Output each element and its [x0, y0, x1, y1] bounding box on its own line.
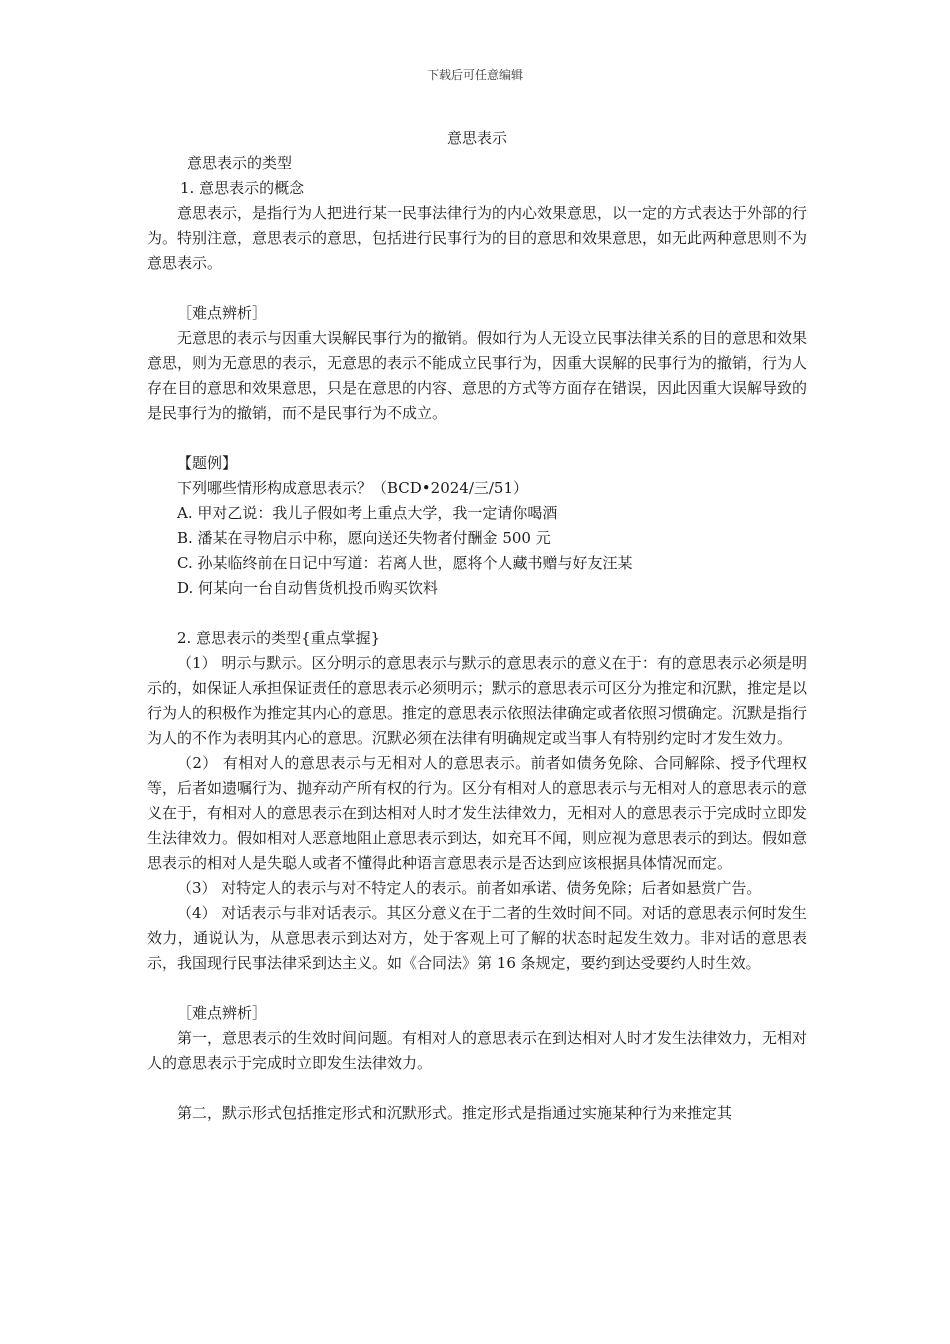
example-option: A. 甲对乙说：我儿子假如考上重点大学，我一定请你喝酒: [177, 504, 558, 522]
type-paragraph: （2） 有相对人的意思表示与无相对人的意思表示。前者如债务免除、合同解除、授予代理权等，后者如遗嘱行为、抛弃动产所有权的行为。区分有相对人的意思表示与无相对人的意思表示的意义在于，有相对人的意思表示在到达相对人时才发生法律效力，无相对人的意思表示于完成时立即发生法律效力。假如相对人恶意地阻止意思表示到达，如充耳不闻，则应视为意思表示的到达。假如意思表示的相对人是失聪人或者不懂得此种语言意思表示是否达到应该根据具体情况而定。: [147, 754, 808, 872]
example-label: 【题例】: [177, 454, 238, 472]
header-note: 下载后可任意编辑: [426, 68, 523, 82]
example-question: 下列哪些情形构成意思表示？（BCD•2024/三/51）: [177, 479, 529, 497]
type-paragraph: （3） 对特定人的表示与对不特定人的表示。前者如承诺、债务免除；后者如悬赏广告。: [177, 879, 762, 897]
sub2-heading: 2. 意思表示的类型{重点掌握}: [177, 629, 381, 647]
document-body: [147, 126, 807, 1126]
spacer: [147, 426, 807, 451]
difficulty-label: ［难点辨析］: [177, 304, 268, 322]
type-paragraph: （1） 明示与默示。区分明示的意思表示与默示的意思表示的意义在于：有的意思表示必须是明示的，如保证人承担保证责任的意思表示必须明示；默示的意思表示可区分为推定和沉默，推定是以行为人的积极作为推定其内心的意思。推定的意思表示依照法律确定或者依照习惯确定。沉默是指行为人的不作为表明其内心的意思。沉默必须在法律有明确规定或当事人有特别约定时才发生效力。: [147, 654, 808, 747]
difficulty-label: ［难点辨析］: [177, 1004, 268, 1022]
example-option: D. 何某向一台自动售货机投币购买饮料: [177, 579, 439, 597]
spacer: [147, 601, 807, 626]
sub1-heading: 1. 意思表示的概念: [180, 179, 305, 197]
spacer: [147, 1076, 807, 1101]
spacer: [147, 276, 807, 301]
example-option: C. 孙某临终前在日记中写道：若离人世，愿将个人藏书赠与好友汪某: [177, 554, 633, 572]
difficulty-paragraph: 无意思的表示与因重大误解民事行为的撤销。假如行为人无设立民事法律关系的目的意思和效果意思，则为无意思的表示，无意思的表示不能成立民事行为，因重大误解的民事行为的撤销，行为人存在目的意思和效果意思，只是在意思的内容、意思的方式等方面存在错误，因此因重大误解导致的是民事行为的撤销，而不是民事行为不成立。: [147, 329, 808, 422]
example-option: B. 潘某在寻物启示中称，愿向送还失物者付酬金 500 元: [177, 529, 551, 547]
spacer: [147, 976, 807, 1001]
page-title: 意思表示: [446, 129, 507, 147]
type-paragraph: （4） 对话表示与非对话表示。其区分意义在于二者的生效时间不同。对话的意思表示何时发生效力，通说认为，从意思表示到达对方，处于客观上可了解的状态时起发生效力。非对话的意思表示，我国现行民事法律采到达主义。如《合同法》第 16 条规定，要约到达受要约人时生效。: [147, 904, 807, 972]
difficulty-paragraph: 第二，默示形式包括推定形式和沉默形式。推定形式是指通过实施某种行为来推定其: [177, 1104, 733, 1122]
difficulty-paragraph: 第一，意思表示的生效时间问题。有相对人的意思表示在到达相对人时才发生法律效力，无相对人的意思表示于完成时立即发生法律效力。: [147, 1029, 808, 1072]
sub1-paragraph: 意思表示，是指行为人把进行某一民事法律行为的内心效果意思，以一定的方式表达于外部的行为。特别注意，意思表示的意思，包括进行民事行为的目的意思和效果意思，如无此两种意思则不为意思表示。: [147, 204, 808, 272]
section-heading: 意思表示的类型: [187, 154, 293, 172]
